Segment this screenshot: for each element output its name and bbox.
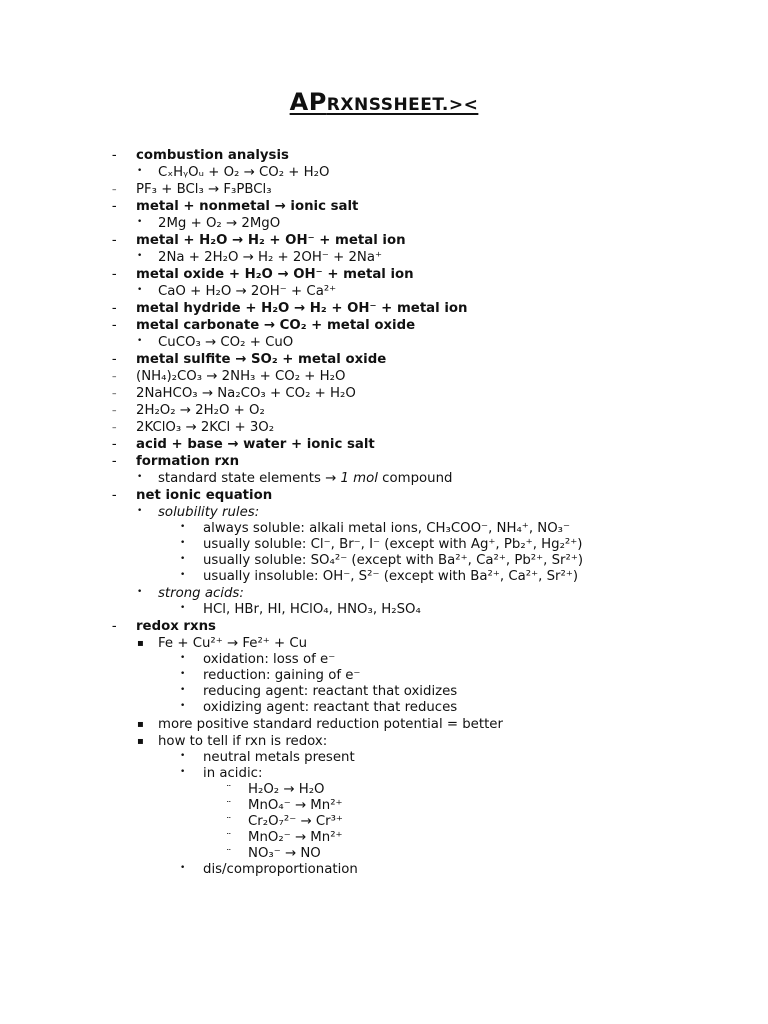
list-item [0, 249, 768, 266]
list-item-tail: compound [377, 471, 453, 486]
list-item-text: redox rxns [136, 619, 216, 634]
list-item-text: combustion analysis [136, 148, 289, 163]
list-item [0, 487, 768, 504]
dot-bullet-icon [137, 215, 142, 233]
list-item-text: dis/comproportionation [203, 862, 358, 877]
list-item [0, 684, 768, 700]
list-item-text: 2NaHCO₃ → Na₂CO₃ + CO₂ + H₂O [136, 386, 356, 401]
list-item-text: Cr₂O₇²⁻ → Cr³⁺ [248, 814, 343, 829]
list-item-text: oxidizing agent: reactant that reduces [203, 700, 458, 715]
list-item [0, 553, 768, 569]
list-item [0, 419, 768, 436]
list-item-text: CaO + H₂O → 2OH⁻ + Ca²⁺ [158, 284, 337, 299]
dash-bullet-icon [112, 198, 117, 216]
dash-bullet-icon [112, 368, 117, 386]
list-item [0, 862, 768, 878]
list-item-text: oxidation: loss of e⁻ [203, 652, 336, 667]
square-bullet-icon [137, 716, 144, 733]
list-item [0, 750, 768, 766]
list-item-text: more positive standard reduction potential = better [158, 717, 503, 732]
list-item [0, 385, 768, 402]
list-item-text: PF₃ + BCl₃ → F₃PBCl₃ [136, 182, 272, 197]
list-item [0, 198, 768, 215]
dot-bullet-icon [180, 668, 185, 684]
list-item [0, 266, 768, 283]
dot-bullet-icon [137, 470, 142, 488]
dash-bullet-icon [112, 385, 117, 403]
list-item-text: metal sulfite → SO₂ + metal oxide [136, 352, 387, 367]
list-item [0, 283, 768, 300]
list-item [0, 521, 768, 537]
list-item [0, 181, 768, 198]
list-item-text: metal + H₂O → H₂ + OH⁻ + metal ion [136, 233, 406, 248]
dash-bullet-icon [112, 453, 117, 471]
list-item [0, 733, 768, 750]
dot-bullet-icon [180, 553, 185, 569]
list-item [0, 436, 768, 453]
list-item-text: usually insoluble: OH⁻, S²⁻ (except with Ba²⁺, Ca²⁺, Sr²⁺) [203, 569, 579, 584]
list-item [0, 830, 768, 846]
dots2-bullet-icon [226, 798, 232, 815]
list-item [0, 602, 768, 618]
dash-bullet-icon [112, 266, 117, 284]
list-item-text: reducing agent: reactant that oxidizes [203, 684, 458, 699]
dash-bullet-icon [112, 317, 117, 335]
list-item-text: neutral metals present [203, 750, 355, 765]
list-item [0, 537, 768, 553]
list-item [0, 798, 768, 814]
dots2-bullet-icon [226, 782, 232, 799]
dash-bullet-icon [112, 436, 117, 454]
dot-bullet-icon [180, 700, 185, 716]
dot-bullet-icon [180, 766, 185, 782]
list-item-text: CuCO₃ → CO₂ + CuO [158, 335, 294, 350]
list-item-text: usually soluble: Cl⁻, Br⁻, I⁻ (except with Ag⁺, Pb₂⁺, Hg₂²⁺) [203, 537, 583, 552]
list-item-text: always soluble: alkali metal ions, CH₃COO⁻, NH₄⁺, NO₃⁻ [203, 521, 571, 536]
list-item-text: metal + nonmetal → ionic salt [136, 199, 359, 214]
list-item [0, 300, 768, 317]
list-item-text: standard state elements → [158, 471, 341, 486]
dash-bullet-icon [112, 300, 117, 318]
dash-bullet-icon [112, 351, 117, 369]
list-item [0, 635, 768, 652]
list-item [0, 652, 768, 668]
list-item [0, 585, 768, 602]
list-item-text: strong acids: [158, 586, 244, 601]
dot-bullet-icon [180, 602, 185, 618]
square-bullet-icon [137, 733, 144, 750]
list-item-text: formation rxn [136, 454, 240, 469]
dot-bullet-icon [180, 537, 185, 553]
list-item [0, 215, 768, 232]
list-item-text: net ionic equation [136, 488, 273, 503]
list-item [0, 716, 768, 733]
dot-bullet-icon [137, 283, 142, 301]
dot-bullet-icon [137, 249, 142, 267]
list-item-text: MnO₄⁻ → Mn²⁺ [248, 798, 343, 813]
list-item [0, 846, 768, 862]
title-big: AP [289, 88, 327, 116]
list-item-text: MnO₂⁻ → Mn²⁺ [248, 830, 343, 845]
list-item [0, 232, 768, 249]
dots2-bullet-icon [226, 846, 232, 863]
dot-bullet-icon [180, 521, 185, 537]
dash-bullet-icon [112, 419, 117, 437]
dash-bullet-icon [112, 618, 117, 636]
dot-bullet-icon [180, 862, 185, 878]
list-item-text: usually soluble: SO₄²⁻ (except with Ba²⁺, Ca²⁺, Pb²⁺, Sr²⁺) [203, 553, 584, 568]
list-item-text: metal hydride + H₂O → H₂ + OH⁻ + metal ion [136, 301, 468, 316]
dot-bullet-icon [137, 504, 142, 522]
dash-bullet-icon [112, 232, 117, 250]
list-item-text: acid + base → water + ionic salt [136, 437, 375, 452]
list-item-text: 2H₂O₂ → 2H₂O + O₂ [136, 403, 265, 418]
dot-bullet-icon [137, 585, 142, 603]
list-item-text: metal carbonate → CO₂ + metal oxide [136, 318, 416, 333]
dash-bullet-icon [112, 402, 117, 420]
dot-bullet-icon [180, 684, 185, 700]
list-item-text: CₓHᵧOᵤ + O₂ → CO₂ + H₂O [158, 165, 330, 180]
list-item-text: in acidic: [203, 766, 263, 781]
reaction-list [0, 147, 768, 878]
dots2-bullet-icon [226, 830, 232, 847]
list-item [0, 569, 768, 585]
dots2-bullet-icon [226, 814, 232, 831]
list-item-text: how to tell if rxn is redox: [158, 734, 328, 749]
list-item [0, 453, 768, 470]
dot-bullet-icon [180, 652, 185, 668]
dot-bullet-icon [180, 750, 185, 766]
list-item-text: 2Na + 2H₂O → H₂ + 2OH⁻ + 2Na⁺ [158, 250, 383, 265]
list-item [0, 470, 768, 487]
list-item [0, 700, 768, 716]
title-small: RXNSSHEET.>< [326, 95, 479, 115]
list-item [0, 317, 768, 334]
list-item-text: NO₃⁻ → NO [248, 846, 321, 861]
dash-bullet-icon [112, 487, 117, 505]
list-item [0, 368, 768, 385]
list-item [0, 668, 768, 684]
list-item [0, 164, 768, 181]
list-item [0, 334, 768, 351]
list-item [0, 766, 768, 782]
list-item-text: H₂O₂ → H₂O [248, 782, 325, 797]
page-title [0, 88, 768, 116]
list-item-emphasis: 1 mol [340, 471, 378, 486]
dot-bullet-icon [137, 164, 142, 182]
list-item-text: metal oxide + H₂O → OH⁻ + metal ion [136, 267, 414, 282]
list-item [0, 402, 768, 419]
list-item-text: (NH₄)₂CO₃ → 2NH₃ + CO₂ + H₂O [136, 369, 346, 384]
list-item-text: reduction: gaining of e⁻ [203, 668, 361, 683]
list-item [0, 351, 768, 368]
list-item-text: solubility rules: [158, 505, 260, 520]
list-item-text: 2Mg + O₂ → 2MgO [158, 216, 281, 231]
list-item-text: HCl, HBr, HI, HClO₄, HNO₃, H₂SO₄ [203, 602, 421, 617]
dash-bullet-icon [112, 181, 117, 199]
dot-bullet-icon [137, 334, 142, 352]
dash-bullet-icon [112, 147, 117, 165]
list-item-text: Fe + Cu²⁺ → Fe²⁺ + Cu [158, 636, 308, 651]
dot-bullet-icon [180, 569, 185, 585]
list-item-text: 2KClO₃ → 2KCl + 3O₂ [136, 420, 275, 435]
list-item [0, 618, 768, 635]
list-item [0, 782, 768, 798]
list-item [0, 504, 768, 521]
list-item [0, 147, 768, 164]
list-item [0, 814, 768, 830]
square-bullet-icon [137, 635, 144, 652]
